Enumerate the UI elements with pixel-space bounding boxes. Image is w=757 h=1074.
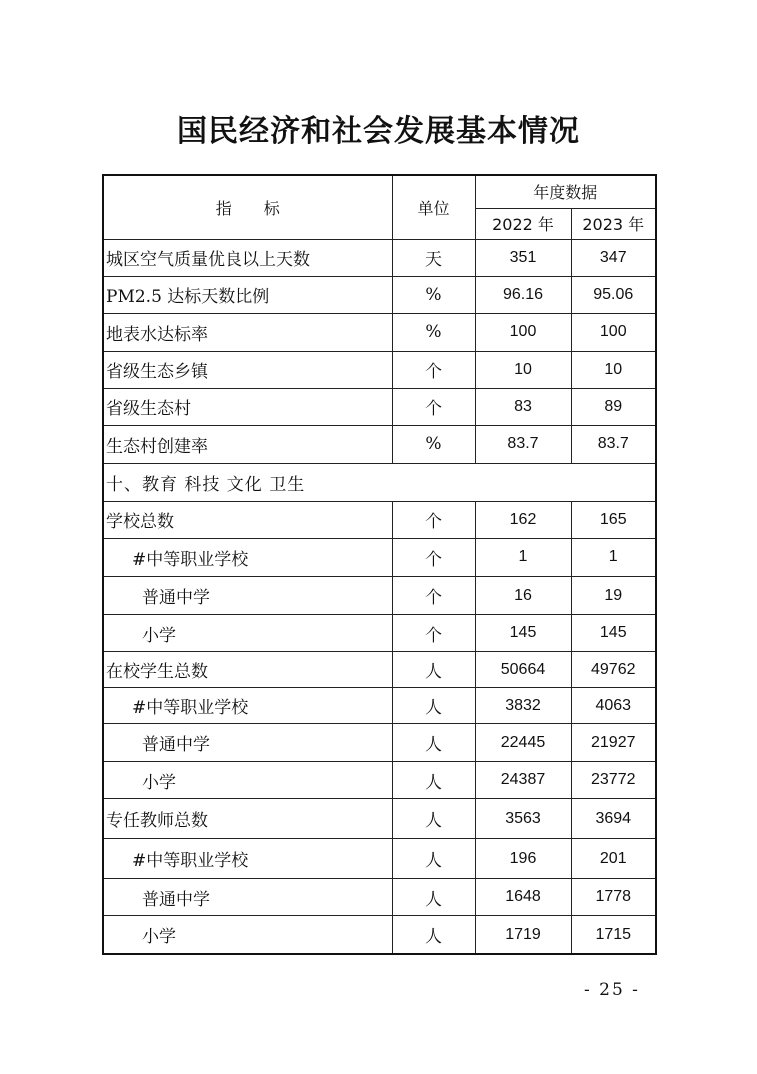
value-2022: 351 <box>475 239 571 276</box>
value-2022: 100 <box>475 313 571 351</box>
value-2022: 196 <box>475 839 571 879</box>
row-unit: % <box>392 313 475 351</box>
row-label: 普通中学 <box>103 576 392 614</box>
row-label: 学校总数 <box>103 501 392 538</box>
row-unit: 人 <box>392 879 475 916</box>
section-row <box>103 463 656 501</box>
table-row <box>103 388 656 425</box>
annual-data-header: 年度数据 <box>475 175 656 208</box>
value-2023: 89 <box>571 388 656 425</box>
table-row <box>103 879 656 916</box>
row-unit: 个 <box>392 388 475 425</box>
row-label: 生态村创建率 <box>103 425 392 463</box>
statistics-table <box>102 174 657 955</box>
value-2023: 10 <box>571 351 656 388</box>
row-label: 省级生态乡镇 <box>103 351 392 388</box>
row-unit: 人 <box>392 652 475 688</box>
value-2022: 16 <box>475 576 571 614</box>
table-row <box>103 916 656 954</box>
value-2022: 145 <box>475 615 571 652</box>
row-label: 专任教师总数 <box>103 799 392 839</box>
row-label: 城区空气质量优良以上天数 <box>103 239 392 276</box>
row-label: 普通中学 <box>103 879 392 916</box>
value-2022: 83.7 <box>475 425 571 463</box>
value-2023: 23772 <box>571 762 656 799</box>
row-unit: 个 <box>392 615 475 652</box>
row-unit: 个 <box>392 576 475 614</box>
page-number: - 25 - <box>584 980 640 1000</box>
table-row <box>103 762 656 799</box>
year-2022-header: 2022 年 <box>475 208 571 239</box>
value-2023: 201 <box>571 839 656 879</box>
table-row <box>103 688 656 724</box>
row-label: 普通中学 <box>103 724 392 762</box>
table-row <box>103 839 656 879</box>
indicator-header: 指 标 <box>103 175 392 239</box>
value-2023: 100 <box>571 313 656 351</box>
value-2022: 3563 <box>475 799 571 839</box>
value-2022: 3832 <box>475 688 571 724</box>
table-row <box>103 276 656 313</box>
row-label: #中等职业学校 <box>103 688 392 724</box>
row-label: #中等职业学校 <box>103 538 392 576</box>
value-2023: 1 <box>571 538 656 576</box>
row-unit: % <box>392 425 475 463</box>
value-2023: 49762 <box>571 652 656 688</box>
row-unit: 人 <box>392 839 475 879</box>
table-row <box>103 576 656 614</box>
unit-header: 单位 <box>392 175 475 239</box>
value-2023: 145 <box>571 615 656 652</box>
value-2023: 83.7 <box>571 425 656 463</box>
row-label: PM2.5 达标天数比例 <box>103 276 392 313</box>
row-unit: 人 <box>392 916 475 954</box>
row-label: 小学 <box>103 762 392 799</box>
row-label: 省级生态村 <box>103 388 392 425</box>
value-2023: 4063 <box>571 688 656 724</box>
row-label: 在校学生总数 <box>103 652 392 688</box>
value-2022: 10 <box>475 351 571 388</box>
value-2023: 1715 <box>571 916 656 954</box>
value-2022: 83 <box>475 388 571 425</box>
table-row <box>103 615 656 652</box>
value-2022: 162 <box>475 501 571 538</box>
table-row <box>103 799 656 839</box>
row-unit: 人 <box>392 724 475 762</box>
row-unit: 人 <box>392 799 475 839</box>
row-unit: 天 <box>392 239 475 276</box>
table-row <box>103 652 656 688</box>
value-2022: 22445 <box>475 724 571 762</box>
table-row <box>103 239 656 276</box>
table-row <box>103 538 656 576</box>
row-label: #中等职业学校 <box>103 839 392 879</box>
table-row <box>103 313 656 351</box>
row-label: 地表水达标率 <box>103 313 392 351</box>
value-2022: 96.16 <box>475 276 571 313</box>
value-2022: 24387 <box>475 762 571 799</box>
row-unit: 个 <box>392 538 475 576</box>
table-row <box>103 724 656 762</box>
row-unit: 人 <box>392 762 475 799</box>
row-unit: 个 <box>392 501 475 538</box>
value-2023: 21927 <box>571 724 656 762</box>
value-2023: 165 <box>571 501 656 538</box>
page-title: 国民经济和社会发展基本情况 <box>177 114 580 149</box>
header-row <box>103 175 656 208</box>
value-2023: 95.06 <box>571 276 656 313</box>
row-label: 小学 <box>103 916 392 954</box>
value-2022: 50664 <box>475 652 571 688</box>
year-2023-header: 2023 年 <box>571 208 656 239</box>
table-row <box>103 425 656 463</box>
value-2023: 3694 <box>571 799 656 839</box>
value-2022: 1 <box>475 538 571 576</box>
table-row <box>103 351 656 388</box>
table-row <box>103 501 656 538</box>
row-unit: % <box>392 276 475 313</box>
row-unit: 个 <box>392 351 475 388</box>
value-2022: 1719 <box>475 916 571 954</box>
section-heading: 十、教育 科技 文化 卫生 <box>103 463 656 501</box>
row-unit: 人 <box>392 688 475 724</box>
value-2022: 1648 <box>475 879 571 916</box>
row-label: 小学 <box>103 615 392 652</box>
value-2023: 347 <box>571 239 656 276</box>
value-2023: 1778 <box>571 879 656 916</box>
value-2023: 19 <box>571 576 656 614</box>
